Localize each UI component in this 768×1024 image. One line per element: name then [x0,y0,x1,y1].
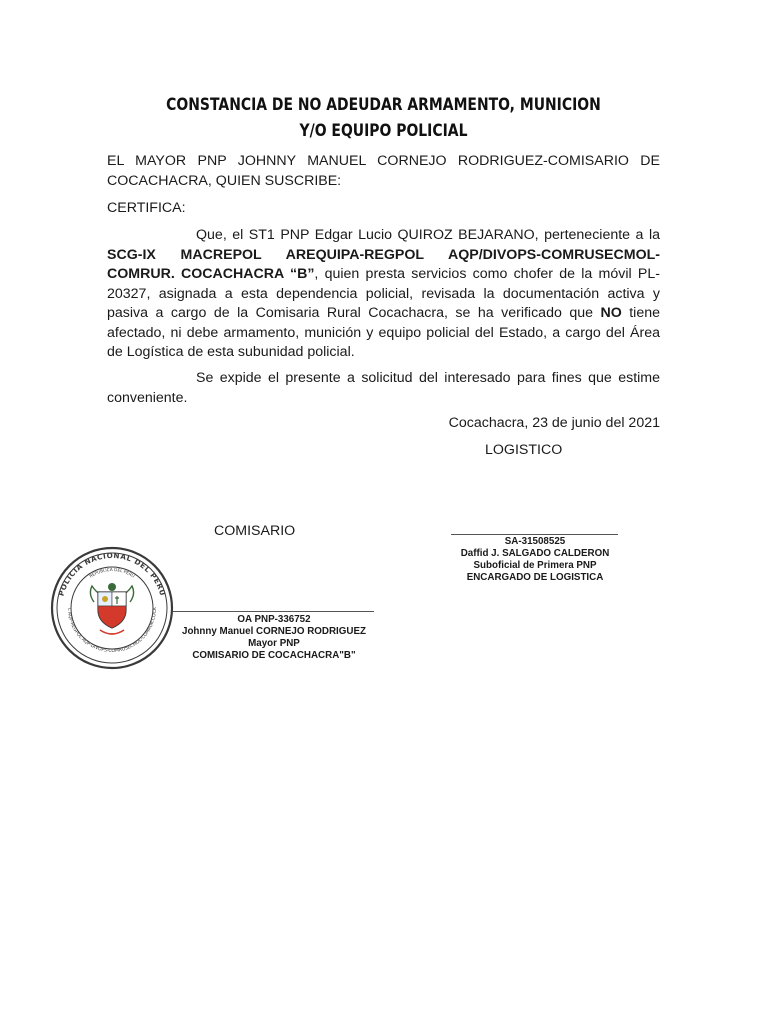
seal-outer-text: POLICIA NACIONAL DEL PERU [56,550,168,598]
body-no-bold: NO [600,305,622,321]
body-text-part3: tiene afectado, ni debe armamento, munición y equipo policial del Estado, a cargo del Área de Logística de esta subunidad policial. [107,305,660,360]
signature-rank: Mayor PNP [248,638,300,649]
signature-block-logistica [440,536,630,584]
certifica-heading: CERTIFICA: [107,200,186,216]
expide-text: Se expide el presente a solicitud del interesado para fines que estime conveniente. [107,370,660,406]
signature-role: COMISARIO DE COCACHACRA"B" [192,650,356,661]
expide-paragraph [107,369,660,408]
signature-name: Johnny Manuel CORNEJO RODRIGUEZ [182,626,366,637]
body-text-part1: Que, el ST1 PNP Edgar Lucio QUIROZ BEJARANO, perteneciente a la [196,227,660,243]
body-text-part2: , quien presta servicios como chofer de la móvil PL-20327, asignada a esta dependencia policial, revisada la documentación activa y pasiva a cargo de la Comisaria Rural Cocachacra, se ha verificado que [107,266,660,321]
signature-role: ENCARGADO DE LOGISTICA [466,572,604,583]
document-date: Cocachacra, 23 de junio del 2021 [448,415,660,431]
signature-line-logistica [451,534,618,535]
signature-rank: Suboficial de Primera PNP [473,560,597,571]
comisario-label: COMISARIO [214,523,296,539]
signature-id: OA PNP-336752 [237,614,311,625]
body-paragraph [107,226,660,363]
signature-id: SA-31508525 [504,536,566,547]
seal-inner-ring-text: L AQP-REGPOL AQP-DIVOPS-COMRUSECMOL-COMRUR.COCA [65,607,159,655]
logistico-label: LOGISTICO [485,442,563,458]
signature-line-comisario [168,611,374,612]
police-seal-icon [50,546,174,670]
intro-paragraph: EL MAYOR PNP JOHNNY MANUEL CORNEJO RODRIGUEZ-COMISARIO DE COCACHACRA, QUIEN SUSCRIBE: [107,153,660,189]
seal-inner-top-text: REPUBLICA DEL PERU [88,566,136,579]
signature-block-comisario [160,614,388,662]
signature-name: Daffid J. SALGADO CALDERON [460,548,610,559]
body-unit-bold: SCG-IX MACREPOL AREQUIPA-REGPOL AQP/DIVOPS-COMRUSECMOL-COMRUR. COCACHACRA “B” [107,246,660,282]
document-title: CONSTANCIA DE NO ADEUDAR ARMAMENTO, MUNICION Y/O EQUIPO POLICIAL [166,95,601,141]
